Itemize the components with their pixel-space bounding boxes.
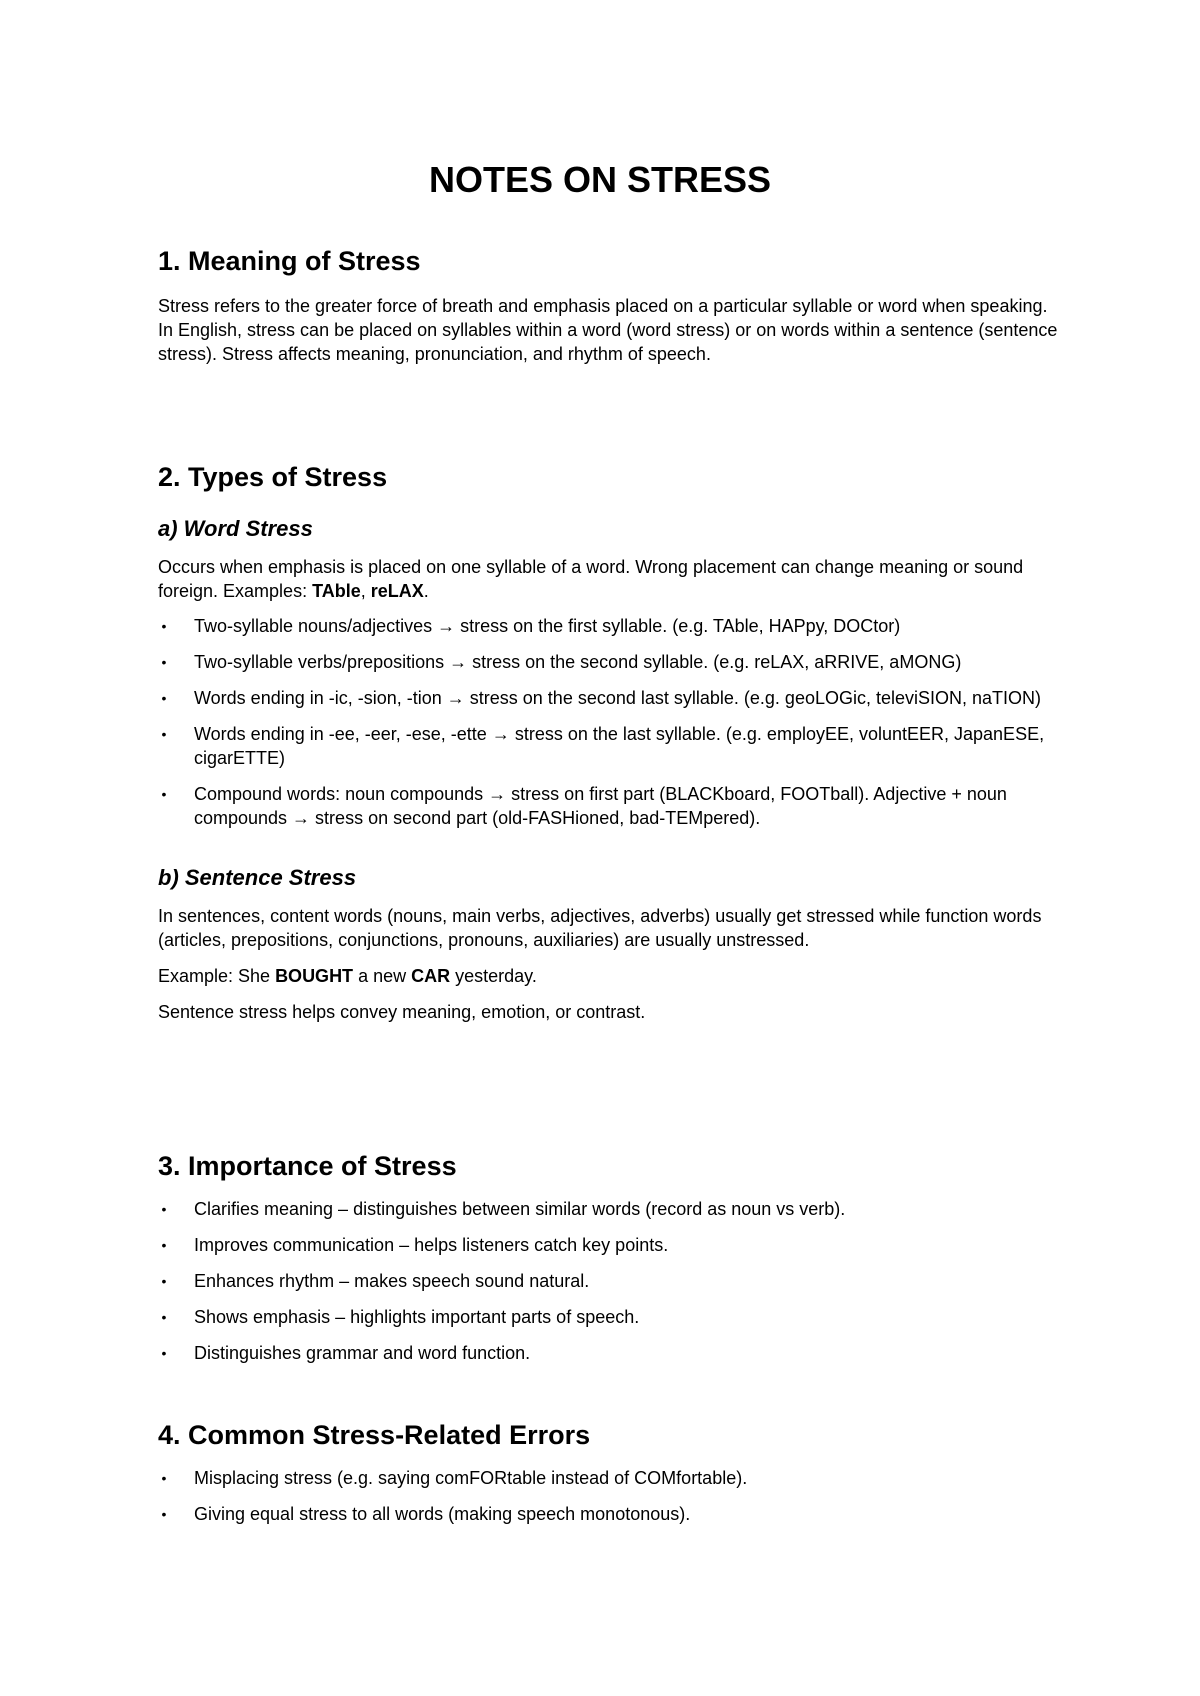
list-item-text: Giving equal stress to all words (making speech monotonous). [194, 1504, 691, 1524]
list-item-text: Shows emphasis – highlights important parts of speech. [194, 1307, 640, 1327]
list-item [158, 1269, 1058, 1293]
list-item [158, 1341, 1058, 1365]
section-types [158, 460, 1058, 1024]
intro-text: Occurs when emphasis is placed on one syllable of a word. Wrong placement can change meaning or sound foreign. Examples: [158, 557, 1024, 601]
bullet-icon: • [161, 1470, 167, 1486]
list-item [158, 1502, 1058, 1526]
section-heading: 3. Importance of Stress [158, 1151, 457, 1181]
example-prefix: Example: She [158, 966, 276, 986]
bullet-icon: • [161, 618, 167, 634]
sentence-stress-closing: Sentence stress helps convey meaning, emotion, or contrast. [158, 1002, 646, 1022]
section-importance [158, 1149, 1058, 1365]
list-item-text: Distinguishes grammar and word function. [194, 1343, 531, 1363]
list-item [158, 722, 1058, 770]
section-heading: 4. Common Stress-Related Errors [158, 1420, 591, 1450]
separator: , [360, 581, 371, 601]
bullet-icon: • [161, 690, 167, 706]
list-item-text: Words ending in -ee, -eer, -ese, -ette → stress on the last syllable. (e.g. employEE, voluntEER, JapanESE, cigarETTE) [194, 724, 1045, 768]
sentence-stress-example [158, 964, 1058, 988]
list-item-text: Clarifies meaning – distinguishes between similar words (record as noun vs verb). [194, 1199, 846, 1219]
errors-list [158, 1466, 1058, 1526]
subsection-heading: b) Sentence Stress [158, 865, 357, 890]
example-suffix: yesterday. [450, 966, 537, 986]
bullet-icon: • [161, 1506, 167, 1522]
bullet-icon: • [161, 1345, 167, 1361]
list-item [158, 782, 1058, 830]
document-title: NOTES ON STRESS [428, 159, 772, 200]
stressed-word: CAR [411, 966, 451, 986]
bullet-icon: • [161, 726, 167, 742]
word-stress-intro [158, 555, 1058, 603]
list-item-text: Two-syllable nouns/adjectives → stress on the first syllable. (e.g. TAble, HAPpy, DOCtor) [194, 616, 901, 636]
subsection-heading: a) Word Stress [158, 516, 313, 541]
section-heading: 1. Meaning of Stress [158, 246, 421, 276]
section-heading: 2. Types of Stress [158, 462, 388, 492]
example-word: TAble [312, 581, 361, 601]
importance-list [158, 1197, 1058, 1365]
list-item [158, 614, 1058, 638]
bullet-icon: • [161, 1273, 167, 1289]
example-middle: a new [353, 966, 412, 986]
list-item-text: Words ending in -ic, -sion, -tion → stress on the second last syllable. (e.g. geoLOGic, televiSION, naTION) [194, 688, 1042, 708]
list-item-text: Compound words: noun compounds → stress on first part (BLACKboard, FOOTball). Adjective + noun compounds → stress on second part (old-FASHioned, bad-TEMpered). [194, 784, 1007, 828]
sentence-stress-paragraph: In sentences, content words (nouns, main verbs, adjectives, adverbs) usually get stressed while function words (articles, prepositions, conjunctions, pronouns, auxiliaries) are usually unstressed. [158, 906, 1042, 950]
bullet-icon: • [161, 654, 167, 670]
list-item [158, 686, 1058, 710]
sentence-end: . [423, 581, 429, 601]
word-stress-list [158, 614, 1058, 830]
list-item [158, 650, 1058, 674]
list-item [158, 1197, 1058, 1221]
bullet-icon: • [161, 1237, 167, 1253]
section-errors [158, 1418, 1058, 1526]
list-item [158, 1466, 1058, 1490]
example-word: reLAX [370, 581, 424, 601]
bullet-icon: • [161, 1309, 167, 1325]
list-item-text: Improves communication – helps listeners catch key points. [194, 1235, 669, 1255]
section-meaning [158, 244, 1058, 366]
section-paragraph: Stress refers to the greater force of breath and emphasis placed on a particular syllable or word when speaking. In English, stress can be placed on syllables within a word (word stress) or on words within a sentence (sentence stress). Stress affects meaning, pronunciation, and rhythm of speech. [158, 296, 1058, 364]
list-item [158, 1305, 1058, 1329]
stressed-word: BOUGHT [275, 966, 354, 986]
bullet-icon: • [161, 786, 167, 802]
list-item-text: Two-syllable verbs/prepositions → stress on the second syllable. (e.g. reLAX, aRRIVE, aMONG) [194, 652, 962, 672]
list-item-text: Enhances rhythm – makes speech sound natural. [194, 1271, 590, 1291]
list-item-text: Misplacing stress (e.g. saying comFORtable instead of COMfortable). [194, 1468, 748, 1488]
bullet-icon: • [161, 1201, 167, 1217]
list-item [158, 1233, 1058, 1257]
